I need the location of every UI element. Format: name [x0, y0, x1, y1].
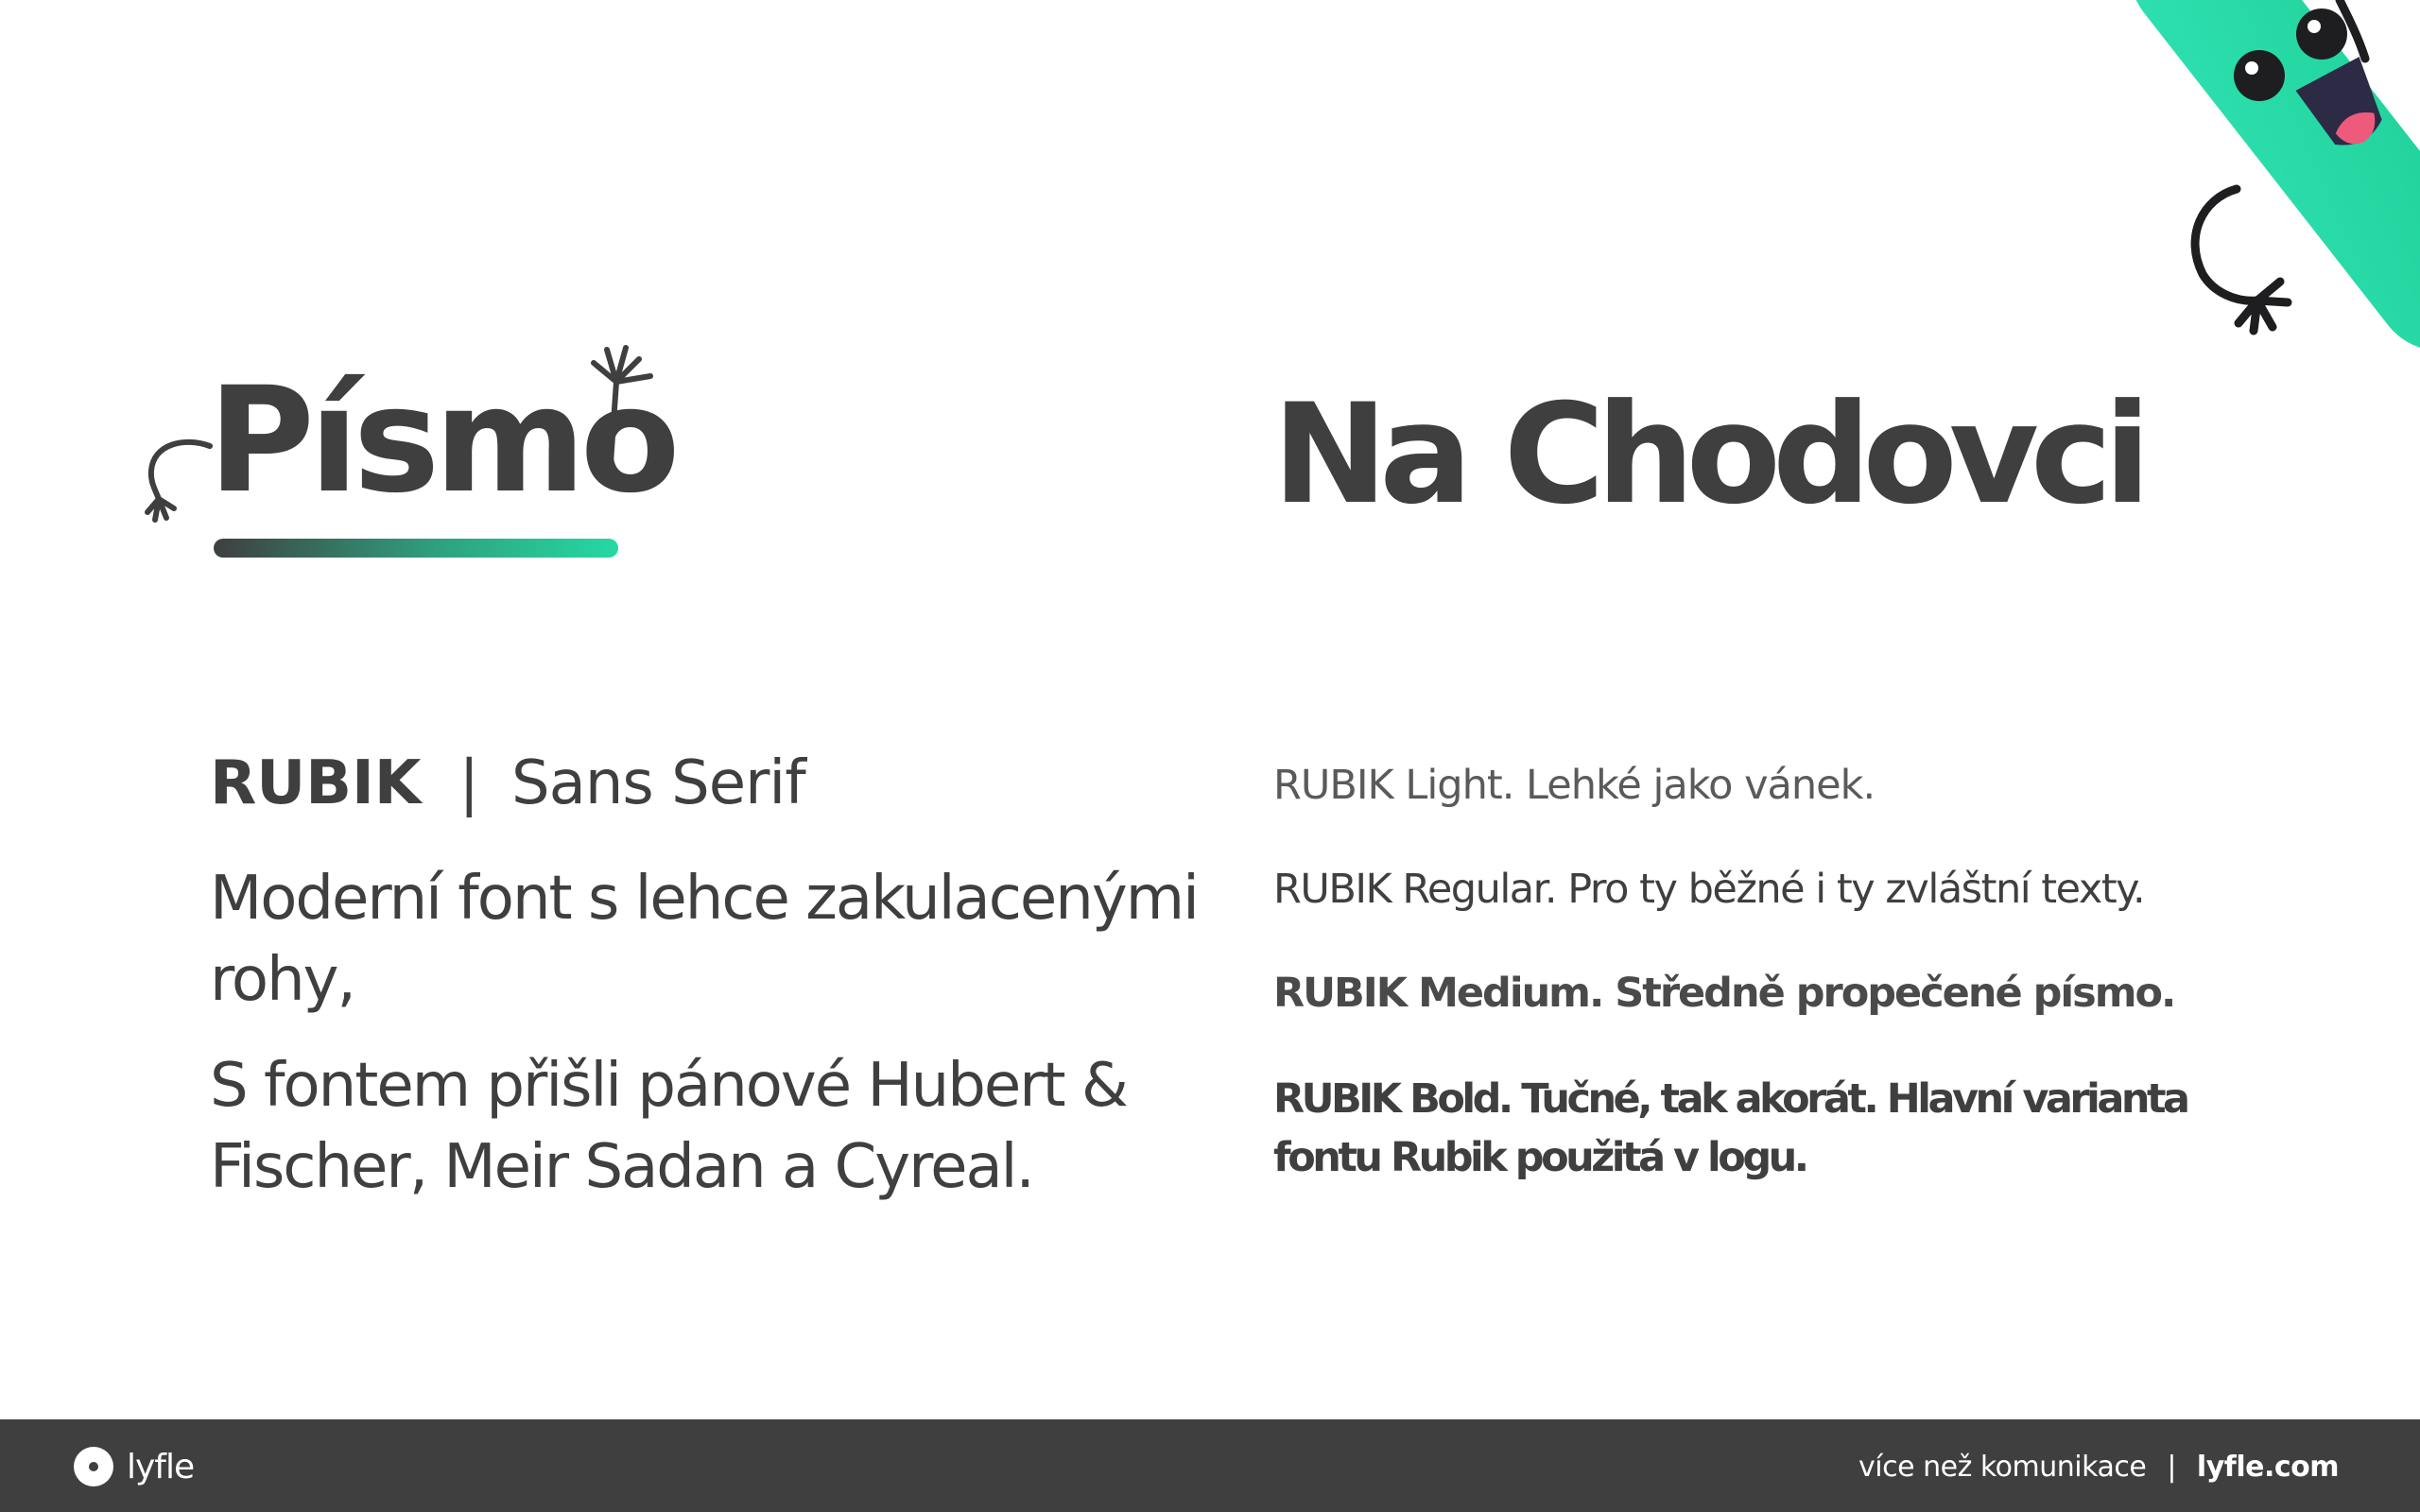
footer-right: [1858, 1446, 2339, 1487]
sample-medium: RUBIK Medium. Středně propečené písmo.: [1273, 970, 2175, 1017]
footer-logo: [74, 1446, 194, 1487]
footer-tagline: více než komunikace: [1858, 1450, 2147, 1484]
font-type: Sans Serif: [511, 748, 805, 818]
footer-separator: |: [2167, 1450, 2176, 1484]
font-heading: [210, 748, 805, 818]
green-pill-mascot-icon: [2146, 0, 2420, 378]
footer: [0, 1419, 2420, 1512]
sample-bold: RUBIK Bold. Tučné, tak akorát. Hlavní varianta fontu Rubik použitá v logu.: [1273, 1075, 2187, 1181]
title-underline: [214, 539, 618, 558]
lyfle-logo-icon: [74, 1447, 113, 1486]
footer-website-link[interactable]: lyfle.com: [2196, 1450, 2339, 1484]
footer-brand: lyfle: [127, 1447, 195, 1486]
sample-regular: RUBIK Regular. Pro ty běžné i ty zvláštní texty.: [1273, 866, 2145, 913]
sample-light: RUBIK Light. Lehké jako vánek.: [1273, 762, 1876, 809]
page-title: Písmo: [208, 356, 675, 525]
title-block: [142, 340, 675, 567]
font-authors: S fontem přišli pánové Hubert & Fischer, Meir Sadan a Cyreal.: [210, 1051, 1127, 1202]
font-description: Moderní font s lehce zakulacenými rohy,: [210, 864, 1198, 1015]
font-name: RUBIK: [210, 748, 422, 818]
font-separator: |: [458, 748, 479, 818]
location-headline: Na Chodovci: [1272, 374, 2143, 535]
